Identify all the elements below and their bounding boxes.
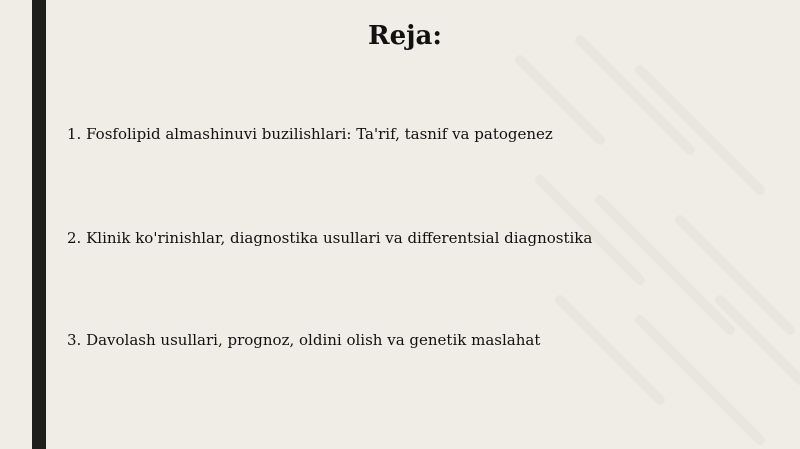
left-accent-bar (32, 0, 46, 449)
list-item: 3. Davolash usullari, prognoz, oldini olish va genetik maslahat (67, 331, 541, 349)
list-item: 2. Klinik ko'rinishlar, diagnostika usullari va differentsial diagnostika (67, 229, 593, 247)
list-item: 1. Fosfolipid almashinuvi buzilishlari: Ta'rif, tasnif va patogenez (67, 125, 553, 143)
slide-title: Reja: (367, 21, 442, 51)
